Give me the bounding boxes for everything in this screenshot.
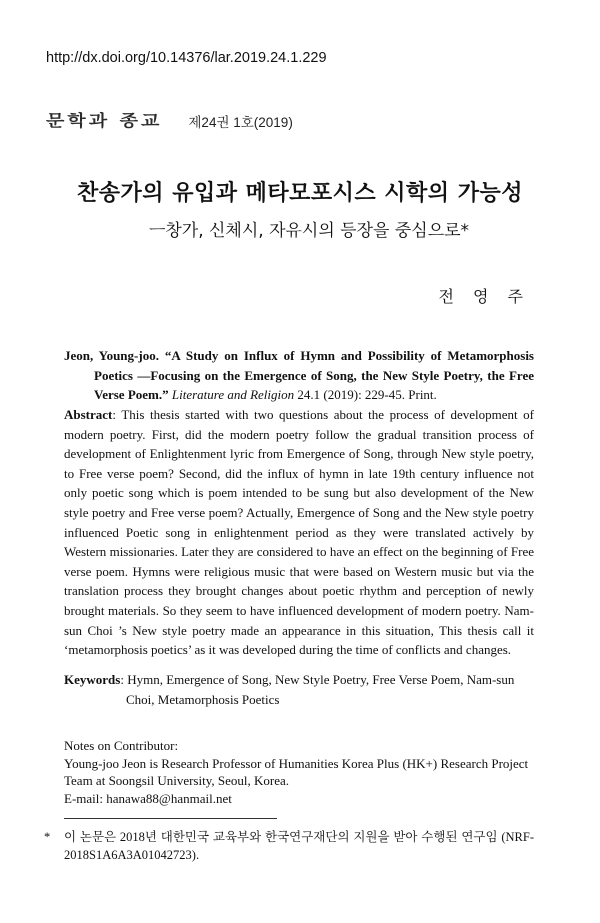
- footnote-divider: [64, 818, 277, 819]
- footnote-marker: *: [44, 830, 51, 844]
- citation: [64, 346, 534, 405]
- citation-authors: Jeon, Young-joo.: [64, 348, 159, 363]
- journal-name: 문학과 종교: [46, 111, 163, 131]
- keywords: [64, 670, 534, 709]
- footnote: [44, 828, 534, 864]
- keywords-text: : Hymn, Emergence of Song, New Style Poetry, Free Verse Poem, Nam-sun Choi, Metamorphosis Poetics: [120, 672, 515, 707]
- abstract: [64, 405, 534, 660]
- notes-bio: Young-joo Jeon is Research Professor of Humanities Korea Plus (HK+) Research Project Team at Soongsil University, Seoul, Korea.: [64, 755, 529, 788]
- abstract-label: Abstract: [64, 407, 113, 422]
- abstract-text: : This thesis started with two questions about the process of development of modern poetry. First, did the modern poetry follow the gradual transition process of development of Enlightenment lyric from Emergence of Song, through New style poetry, to Free verse poem? Second, did the influx of hymn in late 19th century influence not only poetic song which is poem intended to be sung but also development of the New style poetry and Free verse poem? Actually, Emergence of Song and the New style poetry influenced Poetic song in enlightenment period as they were translated actively by Western missionaries. Later they are considered to have an effect on the beginning of Free verse poem. Hymns were religious music that were based on Western music but via the translation process they brought changes about poetic rhythm and perception of newly brought materials. So they seem to have influenced development of modern poetry. Nam-sun Choi ’s New style poetry made an appearance in this situation, This thesis call it ‘metamorphosis poetics’ as it was developed during the time of conflicts and changes.: [64, 407, 534, 658]
- citation-journal: Literature and Religion: [171, 387, 295, 403]
- notes-email: E-mail: hanawa88@hanmail.net: [64, 790, 232, 806]
- paper-subtitle: ㅡ창가, 신체시, 자유시의 등장을 중심으로*: [148, 221, 470, 241]
- journal-issue: 제24권 1호(2019): [188, 115, 293, 130]
- doi-link[interactable]: http://dx.doi.org/10.14376/lar.2019.24.1.229: [46, 50, 327, 66]
- notes-heading: Notes on Contributor:: [64, 738, 179, 753]
- keywords-label: Keywords: [64, 672, 121, 687]
- journal-header: [46, 106, 293, 133]
- citation-details: 24.1 (2019): 229-45. Print.: [297, 387, 437, 403]
- paper-title: 찬송가의 유입과 메타모포시스 시학의 가능성: [77, 181, 523, 206]
- contributor-notes: [64, 737, 534, 807]
- footnote-text: 이 논문은 2018년 대한민국 교육부와 한국연구재단의 지원을 받아 수행된 연구임 (NRF-2018S1A6A3A01042723).: [64, 830, 534, 862]
- citation-title: “A Study on Influx of Hymn and Possibility of Metamorphosis Poetics ―Focusing on the Emergence of Song, the New Style Poetry, the Free Verse Poem.”: [94, 348, 534, 403]
- author-name: 전 영 주: [438, 287, 530, 306]
